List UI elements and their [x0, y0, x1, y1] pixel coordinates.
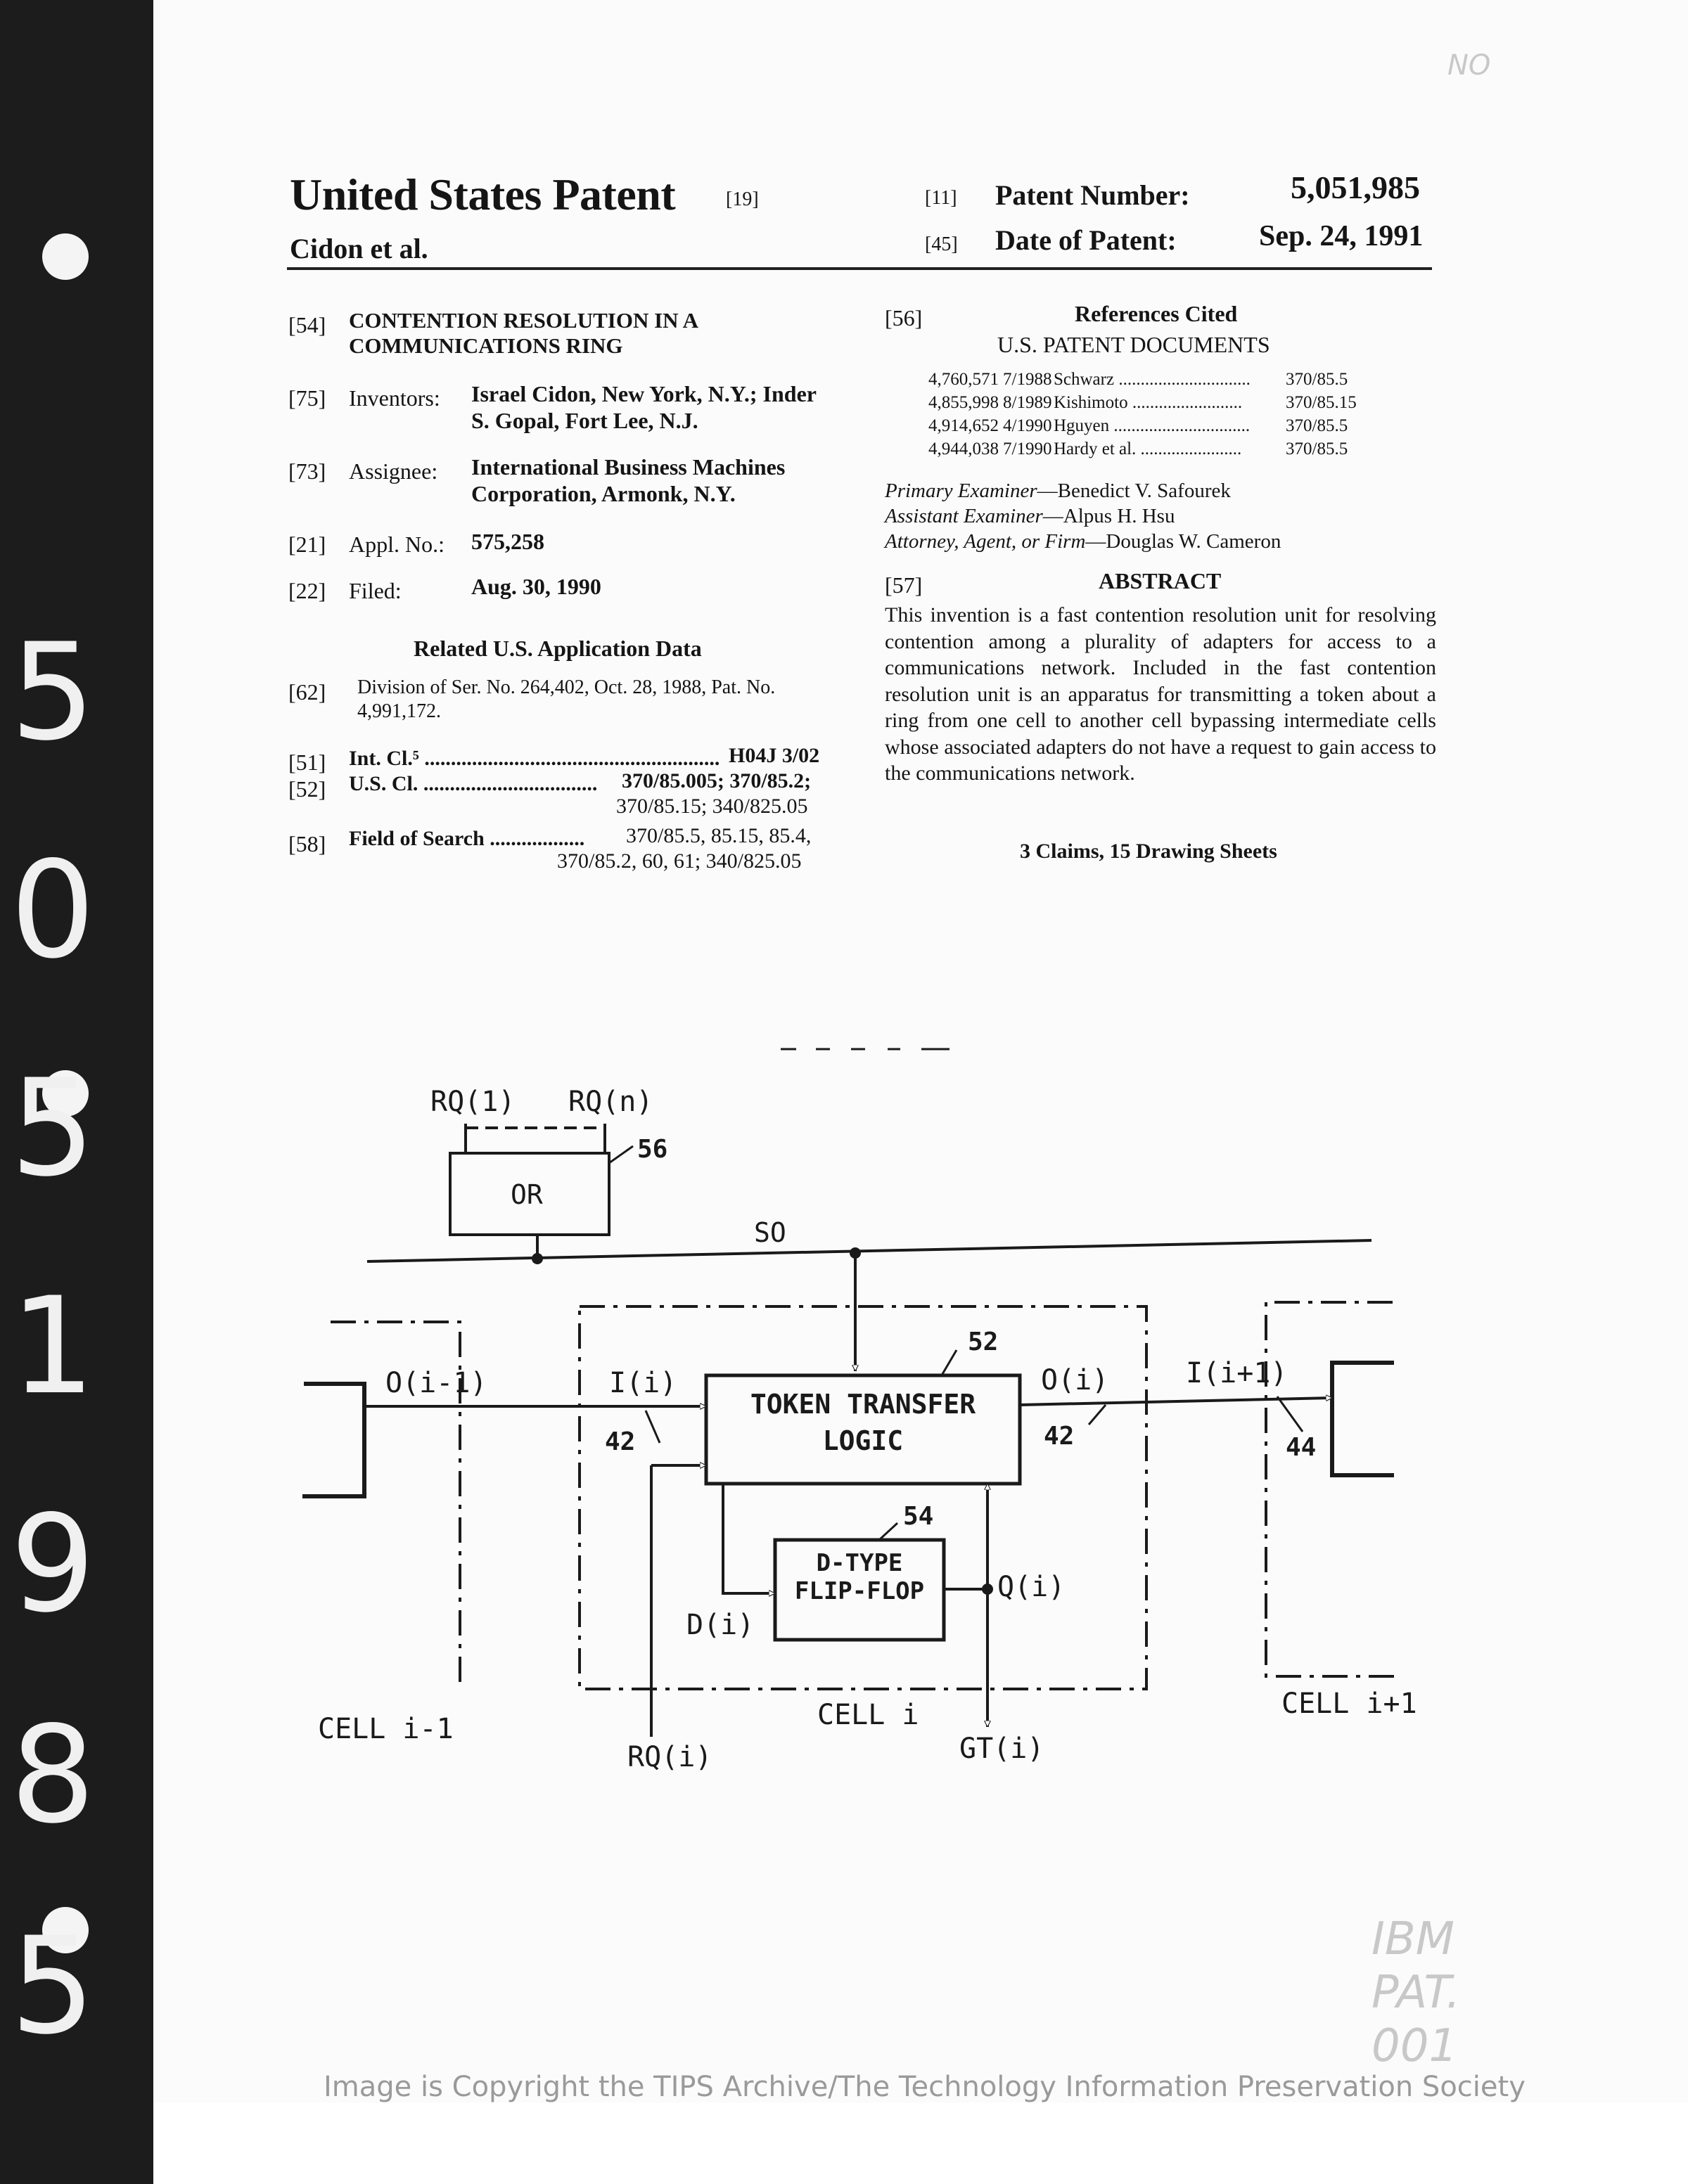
- leader-44: [1277, 1396, 1303, 1432]
- ref-number: 4,760,571: [928, 370, 999, 389]
- label-q: Q(i): [997, 1571, 1066, 1603]
- label-i-next: I(i+1): [1186, 1357, 1288, 1389]
- abstract-heading: ABSTRACT: [1099, 568, 1222, 593]
- attorney-name: —Douglas W. Cameron: [1085, 530, 1281, 553]
- junction-dot: [982, 1584, 993, 1595]
- invention-title: COMMUNICATIONS RING: [349, 333, 623, 358]
- invention-title: CONTENTION RESOLUTION IN A: [349, 308, 698, 333]
- field-code: [22]: [288, 578, 326, 603]
- handwritten-line: IBM: [1372, 1913, 1454, 1965]
- label-ff-line1: D-TYPE: [816, 1549, 903, 1577]
- handwritten-line: PAT.: [1372, 1967, 1461, 2019]
- appl-number: 575,258: [471, 529, 544, 554]
- next-cell-block: [1332, 1363, 1394, 1475]
- field-code: [75]: [288, 385, 326, 411]
- uscl-value: 370/85.005; 370/85.2;: [622, 769, 812, 792]
- strip-digit: 1: [10, 1268, 96, 1424]
- field-code: [51]: [288, 750, 326, 775]
- copyright-watermark: Image is Copyright the TIPS Archive/The Technology Information Preservation Society: [324, 2071, 1526, 2103]
- label-rq1: RQ(1): [430, 1086, 516, 1118]
- ref-date: 7/1990: [1003, 439, 1052, 458]
- claims-summary: 3 Claims, 15 Drawing Sheets: [1020, 840, 1277, 863]
- ref-date: 7/1988: [1003, 370, 1052, 389]
- patent-title: United States Patent: [290, 169, 676, 219]
- inventors-short: Cidon et al.: [290, 233, 428, 264]
- related-heading: Related U.S. Application Data: [414, 636, 702, 661]
- label-cell-i: CELL i: [817, 1699, 919, 1731]
- ref-class: 370/85.5: [1286, 370, 1348, 389]
- division: Division of Ser. No. 264,402, Oct. 28, 1988, Pat. No.: [357, 676, 776, 698]
- strip-digit: 8: [10, 1697, 96, 1853]
- patent-date: Sep. 24, 1991: [1259, 220, 1424, 252]
- field-code: [54]: [288, 312, 326, 338]
- references-heading: References Cited: [1075, 301, 1238, 326]
- label-rq-i: RQ(i): [627, 1741, 712, 1773]
- strip-digit: 0: [10, 833, 96, 988]
- label-cell-next: CELL i+1: [1281, 1688, 1417, 1720]
- handwritten-note: NO: [1447, 49, 1491, 82]
- label-42b: 42: [1044, 1422, 1075, 1451]
- label-token-line2: LOGIC: [822, 1425, 904, 1456]
- d-input-line: [723, 1484, 775, 1593]
- field-code: [52]: [288, 776, 326, 802]
- label-token-line1: TOKEN TRANSFER: [750, 1389, 976, 1420]
- leader-42a: [646, 1411, 660, 1443]
- label-rqn: RQ(n): [568, 1086, 653, 1118]
- inventors: S. Gopal, Fort Lee, N.J.: [471, 408, 698, 433]
- handwritten-line: 001: [1372, 2020, 1458, 2072]
- primary-examiner-label: Primary Examiner: [885, 480, 1037, 502]
- so-bus: [367, 1240, 1372, 1261]
- field-code: [21]: [288, 532, 326, 557]
- ref-date: 4/1990: [1003, 416, 1052, 435]
- ref-name: Schwarz ..............................: [1054, 370, 1251, 389]
- ref-class: 370/85.5: [1286, 416, 1348, 435]
- label-54: 54: [903, 1502, 934, 1531]
- filed-label: Filed:: [349, 578, 402, 603]
- field-code: [73]: [288, 458, 326, 484]
- patent-number: 5,051,985: [1291, 169, 1420, 205]
- strip-digit: 5: [10, 615, 96, 770]
- label-o-out: O(i): [1041, 1364, 1109, 1396]
- output-line: [1020, 1398, 1332, 1405]
- assistant-examiner-label: Assistant Examiner: [885, 505, 1043, 527]
- leader-54: [879, 1523, 897, 1540]
- patent-number-code: [11]: [925, 187, 957, 209]
- strip-digit: 5: [10, 1051, 96, 1206]
- junction-dot: [850, 1247, 861, 1259]
- abstract-text: This invention is a fast contention resolution unit for resolving contention among a plurality of adapters for access to a communications network. Included in the fast contention resolution unit is an apparatus for transmitting a token about a ring from one cell to another cell bypassing intermediate cells whose associated adapters do not have a request to gain access to the communications network.: [885, 603, 1436, 785]
- label-44: 44: [1286, 1433, 1317, 1462]
- division: 4,991,172.: [357, 700, 441, 722]
- ref-name: Hardy et al. .......................: [1054, 439, 1242, 458]
- ref-class: 370/85.15: [1286, 393, 1357, 412]
- ref-class: 370/85.5: [1286, 439, 1348, 458]
- filed-date: Aug. 30, 1990: [471, 574, 601, 599]
- ref-name: Hguyen ...............................: [1054, 416, 1251, 435]
- appl-label: Appl. No.:: [349, 532, 445, 557]
- leader-42b: [1089, 1405, 1106, 1425]
- field-value: 370/85.2, 60, 61; 340/825.05: [557, 849, 802, 873]
- label-or: OR: [511, 1179, 543, 1210]
- intcl-label: Int. Cl.⁵ ........................................................: [349, 747, 720, 770]
- label-42a: 42: [605, 1427, 636, 1456]
- intcl-value: H04J 3/02: [729, 744, 820, 767]
- label-o-prev: O(i-1): [385, 1367, 487, 1399]
- field-code: [62]: [288, 679, 326, 705]
- strip-digit: 5: [10, 1908, 96, 2064]
- assignee: Corporation, Armonk, N.Y.: [471, 481, 736, 506]
- references-subheading: U.S. PATENT DOCUMENTS: [997, 332, 1270, 357]
- label-so: SO: [754, 1217, 786, 1248]
- label-i-in: I(i): [609, 1367, 677, 1399]
- patent-number-label: Patent Number:: [995, 179, 1190, 211]
- field-value: 370/85.5, 85.15, 85.4,: [626, 824, 812, 847]
- primary-examiner-name: —Benedict V. Safourek: [1037, 480, 1231, 502]
- label-d: D(i): [686, 1609, 755, 1641]
- assignee-label: Assignee:: [349, 458, 438, 484]
- attorney-label: Attorney, Agent, or Firm: [885, 530, 1086, 553]
- label-52: 52: [968, 1328, 999, 1356]
- junction-dot: [532, 1253, 543, 1264]
- ref-date: 8/1989: [1003, 393, 1052, 412]
- inventors: Israel Cidon, New York, N.Y.; Inder: [471, 381, 817, 406]
- label-gt-i: GT(i): [959, 1733, 1044, 1765]
- ref-name: Kishimoto .........................: [1054, 393, 1243, 412]
- prev-cell-block: [302, 1384, 364, 1496]
- label-ff-line2: FLIP-FLOP: [794, 1577, 925, 1605]
- ref-number: 4,855,998: [928, 393, 999, 412]
- ref-number: 4,914,652: [928, 416, 999, 435]
- field-code: [57]: [885, 572, 923, 598]
- field-code: [56]: [885, 305, 923, 330]
- assistant-examiner-name: —Alpus H. Hsu: [1042, 505, 1175, 527]
- handwritten-annotation: [1372, 1913, 1460, 2073]
- leader-56: [609, 1146, 633, 1163]
- field-label: Field of Search ..................: [349, 827, 585, 850]
- title-code: [19]: [726, 188, 759, 210]
- label-56: 56: [637, 1135, 668, 1164]
- uscl-label: U.S. Cl. .................................: [349, 772, 598, 795]
- uscl-value: 370/85.15; 340/825.05: [616, 795, 808, 818]
- field-code: [58]: [288, 831, 326, 856]
- inventors-label: Inventors:: [349, 385, 440, 411]
- assignee: International Business Machines: [471, 454, 786, 480]
- date-code: [45]: [925, 233, 958, 255]
- leader-52: [942, 1350, 957, 1374]
- strip-digit: 9: [10, 1486, 96, 1642]
- date-label: Date of Patent:: [995, 224, 1177, 256]
- label-cell-prev: CELL i-1: [318, 1713, 454, 1745]
- ref-number: 4,944,038: [928, 439, 999, 458]
